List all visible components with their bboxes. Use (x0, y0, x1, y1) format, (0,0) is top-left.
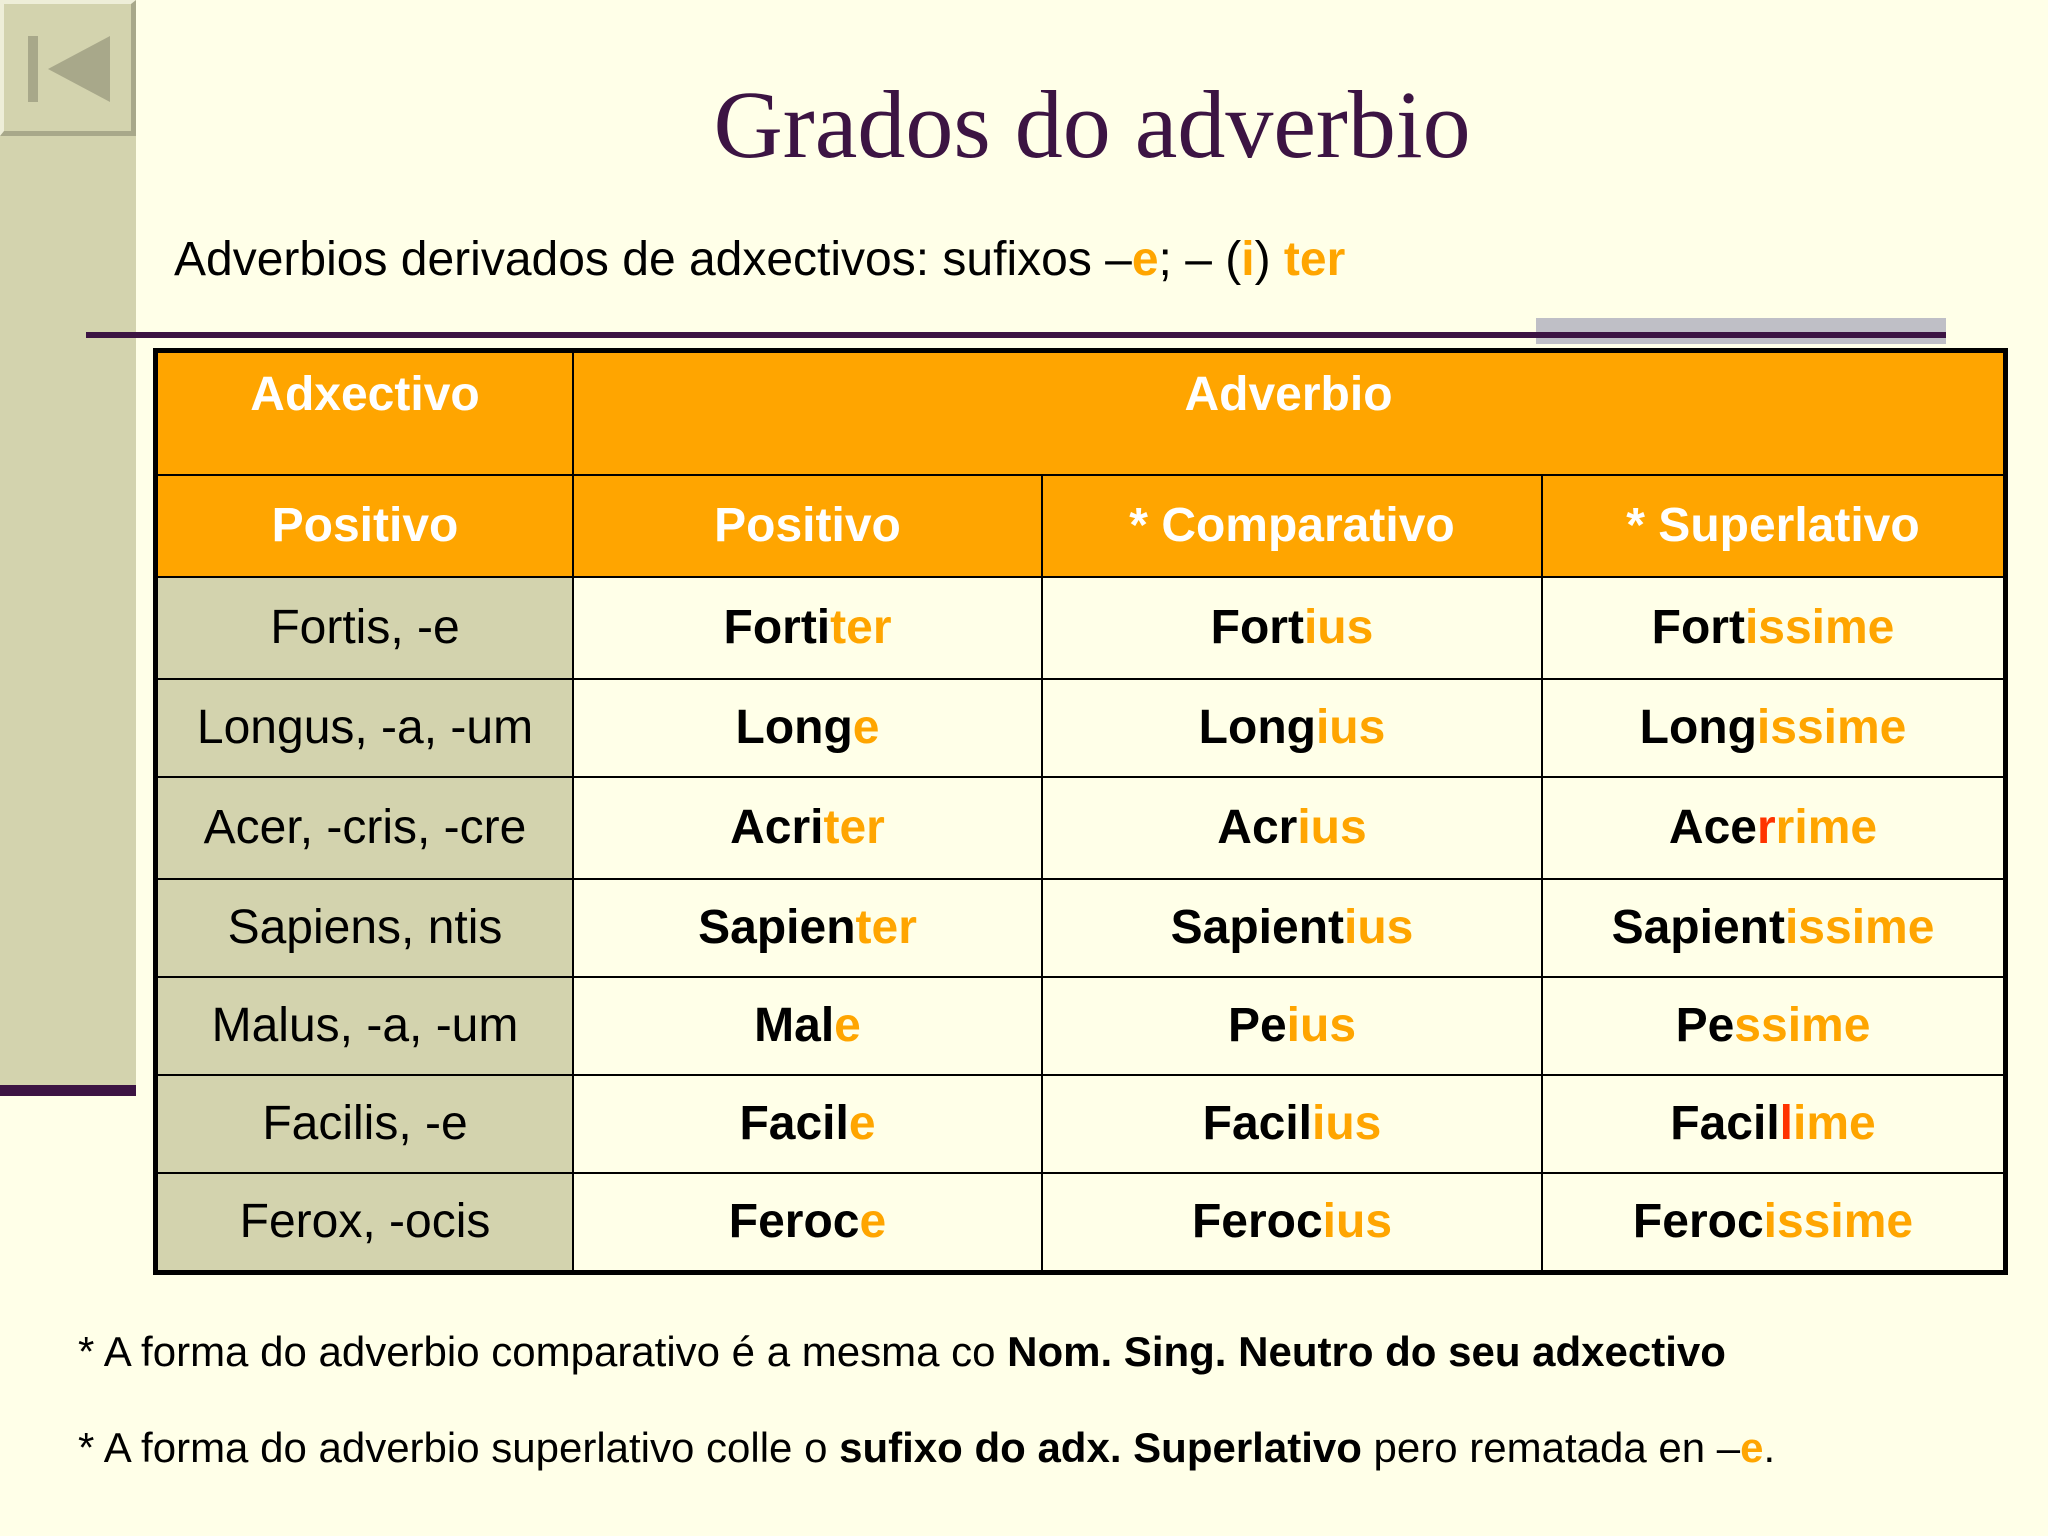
word-stem: Sapien (698, 901, 856, 954)
word-suffix: issime (1756, 701, 1907, 754)
word-stem: Feroc (1632, 1195, 1764, 1248)
word-stem: Feroc (1191, 1195, 1323, 1248)
adverb-grades-table (153, 348, 2008, 1275)
word-suffix: ius (1344, 901, 1414, 954)
adjective-cell: Malus, -a, -um (156, 977, 574, 1075)
footnote-bold: sufixo do adx. Superlativo (839, 1424, 1362, 1471)
word-suffix: e (848, 1097, 876, 1150)
table-header-row (156, 351, 2006, 475)
suffix-i: i (1241, 233, 1255, 286)
back-button[interactable] (0, 0, 136, 136)
word-suffix: ius (1315, 701, 1386, 754)
word-suffix: ter (855, 901, 917, 954)
word-stem: Facil (1670, 1097, 1780, 1150)
word-stem: Pe (1227, 999, 1287, 1052)
skip-back-icon (18, 18, 120, 120)
footnote-text: * A forma do adverbio comparativo é a mesma co (78, 1328, 1008, 1375)
word-suffix: ius (1297, 801, 1367, 854)
pos-adverb-cell (573, 679, 1042, 777)
subtitle-text: ; – ( (1158, 233, 1242, 286)
comp-adverb-cell (1042, 577, 1542, 679)
footnote-text: * A forma do adverbio superlativo colle o (78, 1424, 840, 1471)
divider-line (86, 332, 1946, 338)
header-comparativo: * Comparativo (1042, 475, 1542, 577)
word-stem: Sapient (1170, 901, 1344, 954)
table-row (156, 679, 2006, 777)
word-suffix: issime (1763, 1195, 1914, 1248)
word-stem: Long (1639, 701, 1757, 754)
word-suffix: ius (1322, 1195, 1393, 1248)
table-row (156, 1173, 2006, 1273)
header-superlativo: * Superlativo (1542, 475, 2006, 577)
header-adj-positivo: Positivo (156, 475, 574, 577)
header-positivo: Positivo (573, 475, 1042, 577)
word-suffix: issime (1784, 901, 1935, 954)
word-stem: Acri (730, 801, 824, 854)
pos-adverb-cell (573, 879, 1042, 977)
footnote-suffix: e (1740, 1424, 1764, 1471)
adjective-cell: Acer, -cris, -cre (156, 777, 574, 879)
sup-adverb-cell (1542, 1075, 2006, 1173)
word-stem: Feroc (728, 1195, 860, 1248)
pos-adverb-cell (573, 1075, 1042, 1173)
footnote-text: pero rematada en – (1361, 1424, 1741, 1471)
word-stem: Facil (1202, 1097, 1313, 1150)
pos-adverb-cell (573, 777, 1042, 879)
sup-adverb-cell (1542, 679, 2006, 777)
suffix-ter: ter (1283, 233, 1346, 286)
subtitle-text: Adverbios derivados de adxectivos: sufixos – (174, 233, 1132, 286)
word-suffix: rime (1775, 801, 1878, 854)
word-suffix: issime (1744, 601, 1895, 654)
table-row (156, 879, 2006, 977)
comp-adverb-cell (1042, 1075, 1542, 1173)
subtitle (174, 230, 1345, 290)
word-stem: Long (1198, 701, 1316, 754)
table-subheader-row (156, 475, 2006, 577)
word-suffix: ius (1312, 1097, 1382, 1150)
word-stem: Forti (723, 601, 831, 654)
word-stem: Facil (739, 1097, 849, 1150)
suffix-e: e (1131, 233, 1159, 286)
word-suffix: ius (1286, 999, 1357, 1052)
word-suffix: e (859, 1195, 887, 1248)
sup-adverb-cell (1542, 777, 2006, 879)
adjective-cell: Longus, -a, -um (156, 679, 574, 777)
comp-adverb-cell (1042, 977, 1542, 1075)
footnote-text: . (1763, 1424, 1776, 1471)
header-adxectivo: Adxectivo (156, 351, 574, 475)
word-suffix: l (1779, 1097, 1793, 1150)
comp-adverb-cell (1042, 1173, 1542, 1273)
adjective-cell: Fortis, -e (156, 577, 574, 679)
pos-adverb-cell (573, 1173, 1042, 1273)
word-suffix: ssime (1734, 999, 1871, 1052)
word-suffix: e (834, 999, 861, 1052)
word-stem: Sapient (1611, 901, 1785, 954)
word-stem: Pe (1675, 999, 1735, 1052)
page-title: Grados do adverbio (713, 71, 1471, 178)
word-stem: Mal (754, 999, 835, 1052)
sidebar (0, 0, 136, 1085)
sup-adverb-cell (1542, 879, 2006, 977)
header-adverbio: Adverbio (573, 351, 2006, 475)
adjective-cell: Sapiens, ntis (156, 879, 574, 977)
pos-adverb-cell (573, 577, 1042, 679)
comp-adverb-cell (1042, 777, 1542, 879)
table-row (156, 577, 2006, 679)
adjective-cell: Ferox, -ocis (156, 1173, 574, 1273)
sup-adverb-cell (1542, 977, 2006, 1075)
word-stem: Acr (1217, 801, 1298, 854)
word-stem: Fort (1651, 601, 1745, 654)
word-suffix: ter (823, 801, 885, 854)
table-row (156, 977, 2006, 1075)
comp-adverb-cell (1042, 679, 1542, 777)
adjective-cell: Facilis, -e (156, 1075, 574, 1173)
word-suffix: ius (1303, 601, 1374, 654)
pos-adverb-cell (573, 977, 1042, 1075)
word-suffix: r (1756, 801, 1776, 854)
sidebar-divider (0, 1085, 136, 1096)
comp-adverb-cell (1042, 879, 1542, 977)
word-suffix: ime (1793, 1097, 1876, 1150)
word-suffix: ter (830, 601, 892, 654)
word-suffix: e (852, 701, 880, 754)
word-stem: Ace (1668, 801, 1757, 854)
decorative-bar (1536, 318, 1946, 344)
table-row (156, 1075, 2006, 1173)
subtitle-text: ) (1254, 233, 1284, 286)
word-stem: Fort (1210, 601, 1304, 654)
table-row (156, 777, 2006, 879)
footnote-comparative (78, 1328, 1726, 1376)
footnote-bold: Nom. Sing. Neutro do seu adxectivo (1007, 1328, 1726, 1375)
sup-adverb-cell (1542, 577, 2006, 679)
footnote-superlative (78, 1424, 1775, 1472)
sup-adverb-cell (1542, 1173, 2006, 1273)
word-stem: Long (735, 701, 853, 754)
